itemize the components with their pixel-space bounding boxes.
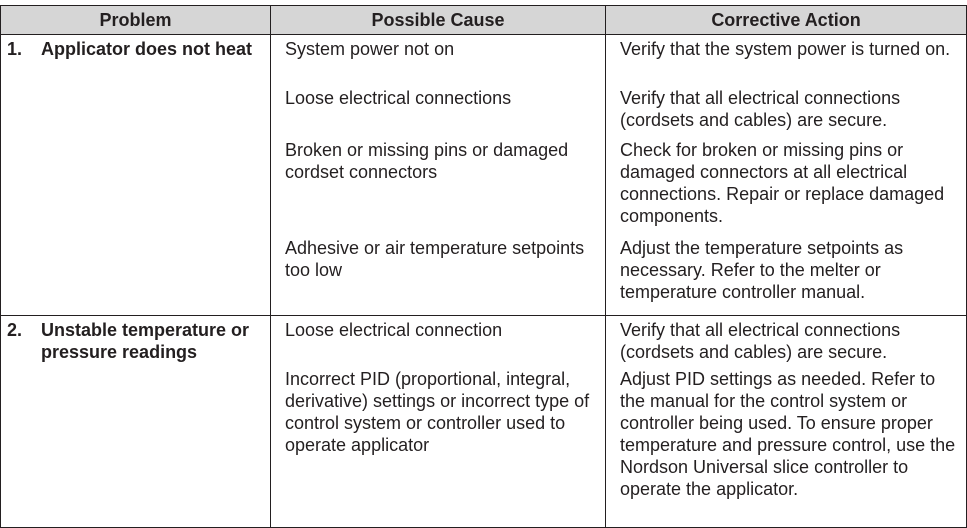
cause-cell xyxy=(271,87,606,139)
problem-cell xyxy=(1,35,271,316)
problem-number: 1. xyxy=(7,39,23,59)
cause-text: Incorrect PID (proportional, integral, derivative) settings or incorrect type of control system or controller used to operate applicator xyxy=(285,369,590,455)
cause-text: Adhesive or air temperature setpoints too low xyxy=(285,238,585,280)
action-text: Verify that all electrical connections (cordsets and cables) are secure. xyxy=(620,320,901,362)
problem-number: 2. xyxy=(7,320,23,340)
action-cell xyxy=(606,139,967,237)
action-text: Adjust PID settings as needed. Refer to the manual for the control system or controller being used. To ensure proper temperature and pressure control, use the Nordson Universal slice controller to operate the applicator. xyxy=(620,369,956,499)
troubleshooting-table xyxy=(0,5,967,528)
problem-title: Applicator does not heat xyxy=(41,39,253,59)
cause-text: Loose electrical connection xyxy=(285,320,503,340)
table-row xyxy=(1,316,967,369)
problem-cell xyxy=(1,316,271,528)
problem-title: Unstable temperature or pressure readings xyxy=(41,320,250,362)
header-row xyxy=(1,6,967,35)
action-text: Adjust the temperature setpoints as necessary. Refer to the melter or temperature controller manual. xyxy=(620,238,904,302)
action-cell xyxy=(606,87,967,139)
header-corrective-action: Corrective Action xyxy=(606,6,967,35)
cause-cell xyxy=(271,368,606,528)
action-cell xyxy=(606,237,967,316)
cause-cell xyxy=(271,237,606,316)
cause-text: Loose electrical connections xyxy=(285,88,512,108)
action-cell xyxy=(606,368,967,528)
header-possible-cause: Possible Cause xyxy=(271,6,606,35)
cause-cell xyxy=(271,316,606,369)
action-cell xyxy=(606,316,967,369)
action-text: Verify that all electrical connections (cordsets and cables) are secure. xyxy=(620,88,901,130)
cause-cell xyxy=(271,35,606,88)
header-problem: Problem xyxy=(1,6,271,35)
action-cell xyxy=(606,35,967,88)
cause-text: Broken or missing pins or damaged cordset connectors xyxy=(285,140,569,182)
action-text: Check for broken or missing pins or damaged connectors at all electrical connections. Repair or replace damaged components. xyxy=(620,140,945,226)
action-text: Verify that the system power is turned on. xyxy=(620,39,951,59)
cause-text: System power not on xyxy=(285,39,455,59)
table-row xyxy=(1,35,967,88)
cause-cell xyxy=(271,139,606,237)
